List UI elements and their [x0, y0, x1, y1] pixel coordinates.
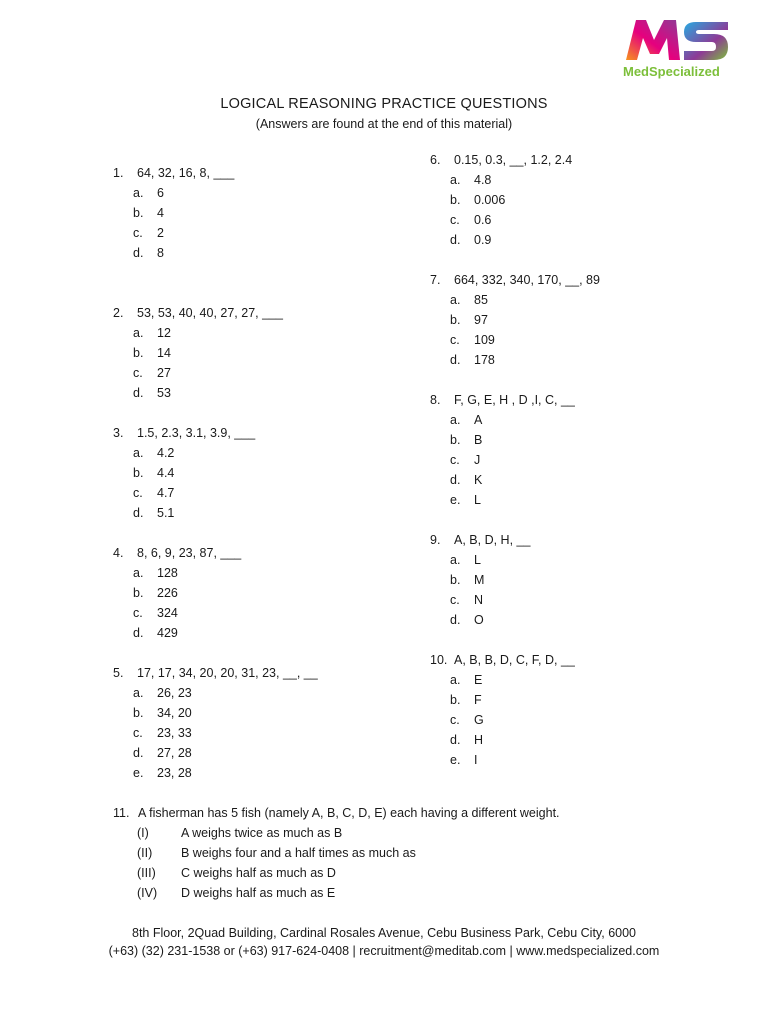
option-text: 8 [157, 246, 164, 260]
option-text: 4.8 [474, 173, 492, 187]
option-text: 4.7 [157, 486, 175, 500]
question-text: 64, 32, 16, 8, ___ [137, 166, 235, 180]
question-number: 9. [430, 533, 441, 547]
option-letter: c. [450, 213, 460, 227]
option [133, 683, 318, 703]
question-7 [430, 270, 600, 370]
option-text: 5.1 [157, 506, 175, 520]
option [450, 290, 600, 310]
question-8 [430, 390, 575, 510]
option-letter: c. [133, 726, 143, 740]
option [133, 183, 234, 203]
question-2 [113, 303, 283, 403]
option [450, 170, 572, 190]
option [450, 350, 600, 370]
statement-text: B weighs four and a half times as much as [181, 846, 416, 860]
option [133, 703, 318, 723]
option-letter: c. [133, 606, 143, 620]
question-text: A, B, D, H, __ [454, 533, 531, 547]
option-text: 27, 28 [157, 746, 192, 760]
question-number: 4. [113, 546, 124, 560]
question-text: A fisherman has 5 fish (namely A, B, C, D, E) each having a different weight. [138, 806, 560, 820]
option-text: L [474, 553, 481, 567]
option-text: 178 [474, 353, 495, 367]
option [450, 470, 575, 490]
option-letter: c. [450, 333, 460, 347]
question-text: 1.5, 2.3, 3.1, 3.9, ___ [137, 426, 256, 440]
statement-number: (III) [137, 866, 156, 880]
option-letter: b. [450, 693, 461, 707]
option-text: O [474, 613, 484, 627]
option-text: F [474, 693, 482, 707]
option [133, 243, 234, 263]
option-letter: b. [450, 433, 461, 447]
option-text: 85 [474, 293, 488, 307]
option-letter: a. [133, 446, 144, 460]
option [450, 410, 575, 430]
option-letter: d. [133, 506, 144, 520]
option-letter: b. [450, 573, 461, 587]
option-letter: a. [450, 293, 461, 307]
question-text: 664, 332, 340, 170, __, 89 [454, 273, 600, 287]
option [133, 483, 255, 503]
question-text: 0.15, 0.3, __, 1.2, 2.4 [454, 153, 573, 167]
option [133, 343, 283, 363]
question-number: 6. [430, 153, 441, 167]
option-letter: e. [450, 493, 461, 507]
option [133, 323, 283, 343]
option-letter: b. [450, 193, 461, 207]
option [133, 743, 318, 763]
option-text: 53 [157, 386, 171, 400]
footer-address: 8th Floor, 2Quad Building, Cardinal Rosales Avenue, Cebu Business Park, Cebu City, 6000 [132, 926, 636, 940]
option [450, 610, 530, 630]
page-subtitle: (Answers are found at the end of this material) [255, 117, 513, 131]
option-letter: b. [133, 706, 144, 720]
option-text: 34, 20 [157, 706, 192, 720]
option-letter: d. [450, 353, 461, 367]
option [450, 710, 575, 730]
option-letter: c. [133, 486, 143, 500]
statement [137, 843, 560, 863]
option-text: 226 [157, 586, 178, 600]
statement [137, 883, 560, 903]
option-letter: d. [133, 746, 144, 760]
option-letter: d. [450, 233, 461, 247]
question-3 [113, 423, 255, 523]
option-letter: c. [133, 226, 143, 240]
question-number: 1. [113, 166, 124, 180]
option [450, 450, 575, 470]
question-10 [430, 650, 575, 770]
option-letter: a. [450, 673, 461, 687]
statement-text: D weighs half as much as E [181, 886, 336, 900]
statement [137, 823, 560, 843]
option [450, 750, 575, 770]
option-text: 6 [157, 186, 164, 200]
option [133, 463, 255, 483]
option-letter: d. [133, 246, 144, 260]
option-letter: e. [450, 753, 461, 767]
option-letter: a. [450, 553, 461, 567]
option [450, 330, 600, 350]
option-letter: c. [450, 453, 460, 467]
option [133, 443, 255, 463]
option-text: 109 [474, 333, 495, 347]
option [450, 490, 575, 510]
option-text: 4.2 [157, 446, 175, 460]
option-text: M [474, 573, 485, 587]
option-letter: b. [133, 586, 144, 600]
question-text: 53, 53, 40, 40, 27, 27, ___ [137, 306, 283, 320]
option-text: K [474, 473, 483, 487]
option-letter: c. [133, 366, 143, 380]
option [450, 190, 572, 210]
statement [137, 863, 560, 883]
option [450, 670, 575, 690]
question-number: 7. [430, 273, 441, 287]
option [450, 570, 530, 590]
option-text: H [474, 733, 484, 747]
option-text: 4 [157, 206, 164, 220]
option [450, 550, 530, 570]
option-letter: b. [133, 206, 144, 220]
option-letter: d. [450, 473, 461, 487]
option-text: 0.6 [474, 213, 492, 227]
option-text: 0.006 [474, 193, 506, 207]
option-text: L [474, 493, 481, 507]
option-text: 4.4 [157, 466, 175, 480]
statement-number: (II) [137, 846, 153, 860]
option-letter: d. [450, 733, 461, 747]
option-text: E [474, 673, 483, 687]
option [133, 383, 283, 403]
option-text: 0.9 [474, 233, 492, 247]
statement-number: (IV) [137, 886, 158, 900]
option-text: 2 [157, 226, 164, 240]
option-letter: c. [450, 593, 460, 607]
option-letter: b. [133, 466, 144, 480]
option [133, 223, 234, 243]
question-number: 11. [113, 806, 130, 820]
question-number: 10. [430, 653, 448, 667]
option [133, 563, 241, 583]
option [450, 230, 572, 250]
option-text: 128 [157, 566, 178, 580]
option-text: G [474, 713, 484, 727]
option-text: 26, 23 [157, 686, 192, 700]
option-text: 12 [157, 326, 171, 340]
question-11 [113, 803, 560, 903]
option [450, 430, 575, 450]
option-text: J [474, 453, 481, 467]
option-text: 27 [157, 366, 171, 380]
option-letter: d. [133, 386, 144, 400]
option [133, 623, 241, 643]
option-letter: a. [133, 686, 144, 700]
option-text: N [474, 593, 484, 607]
brand-name: MedSpecialized [623, 64, 720, 79]
option-text: 429 [157, 626, 178, 640]
question-6 [430, 150, 572, 250]
option-letter: e. [133, 766, 144, 780]
option [133, 723, 318, 743]
option-letter: a. [133, 566, 144, 580]
page-title: LOGICAL REASONING PRACTICE QUESTIONS [220, 96, 548, 112]
option [133, 763, 318, 783]
question-number: 3. [113, 426, 124, 440]
option [450, 690, 575, 710]
option-letter: a. [133, 326, 144, 340]
question-1 [113, 163, 234, 263]
option [450, 590, 530, 610]
option-text: I [474, 753, 478, 767]
question-9 [430, 530, 530, 630]
footer-contact: (+63) (32) 231-1538 or (+63) 917-624-0408 | recruitment@meditab.com | www.medspecialized.com [108, 944, 660, 958]
option [133, 603, 241, 623]
question-5 [113, 663, 318, 783]
option-text: B [474, 433, 483, 447]
question-text: 17, 17, 34, 20, 20, 31, 23, __, __ [137, 666, 318, 680]
option [450, 310, 600, 330]
statement-number: (I) [137, 826, 149, 840]
option [133, 203, 234, 223]
question-number: 8. [430, 393, 441, 407]
option-text: 97 [474, 313, 488, 327]
option [450, 210, 572, 230]
option-text: 14 [157, 346, 171, 360]
option-letter: b. [450, 313, 461, 327]
option [450, 730, 575, 750]
option-letter: d. [450, 613, 461, 627]
option-letter: b. [133, 346, 144, 360]
option-letter: d. [133, 626, 144, 640]
question-text: F, G, E, H , D ,I, C, __ [454, 393, 575, 407]
option-text: A [474, 413, 483, 427]
option-letter: a. [450, 413, 461, 427]
statement-text: C weighs half as much as D [181, 866, 336, 880]
question-text: A, B, B, D, C, F, D, __ [454, 653, 575, 667]
statement-text: A weighs twice as much as B [181, 826, 343, 840]
option-text: 23, 28 [157, 766, 192, 780]
page-footer [0, 924, 768, 960]
question-text: 8, 6, 9, 23, 87, ___ [137, 546, 242, 560]
option-text: 324 [157, 606, 178, 620]
question-4 [113, 543, 241, 643]
option-letter: a. [450, 173, 461, 187]
option-text: 23, 33 [157, 726, 192, 740]
option [133, 363, 283, 383]
option [133, 583, 241, 603]
option [133, 503, 255, 523]
option-letter: a. [133, 186, 144, 200]
question-number: 2. [113, 306, 124, 320]
option-letter: c. [450, 713, 460, 727]
question-number: 5. [113, 666, 124, 680]
